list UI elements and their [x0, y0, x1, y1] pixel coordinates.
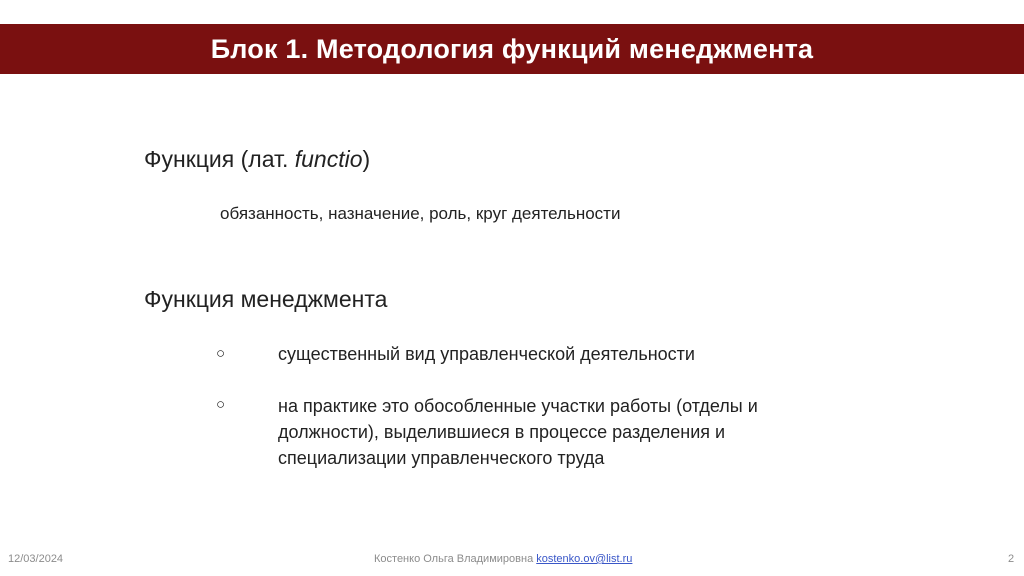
slide-title: Блок 1. Методология функций менеджмента — [210, 33, 814, 64]
footer-email-link[interactable]: kostenko.ov@list.ru — [536, 553, 633, 565]
function-definition: обязанность, назначение, роль, круг деятельности — [220, 204, 621, 223]
footer-author-line — [374, 553, 632, 565]
page-number: 2 — [1008, 553, 1015, 565]
list-item: существенный вид управленческой деятельности — [278, 344, 695, 364]
function-heading-suffix: ) — [362, 146, 371, 172]
management-function-heading: Функция менеджмента — [144, 286, 388, 312]
footer-date: 12/03/2024 — [8, 553, 64, 565]
list-item: на практике это обособленные участки работы (отделы и должности), выделившиеся в процессе разделения и специализации управленческого труда — [278, 396, 758, 468]
title-bar — [0, 24, 1024, 74]
bullet-circle-icon: ○ — [216, 396, 226, 413]
footer-author: Костенко Ольга Владимировна — [374, 553, 534, 565]
function-heading-latin: functio — [294, 146, 363, 172]
function-heading-prefix: Функция (лат. — [144, 146, 295, 172]
bullet-circle-icon: ○ — [216, 345, 226, 362]
function-heading — [144, 146, 370, 173]
